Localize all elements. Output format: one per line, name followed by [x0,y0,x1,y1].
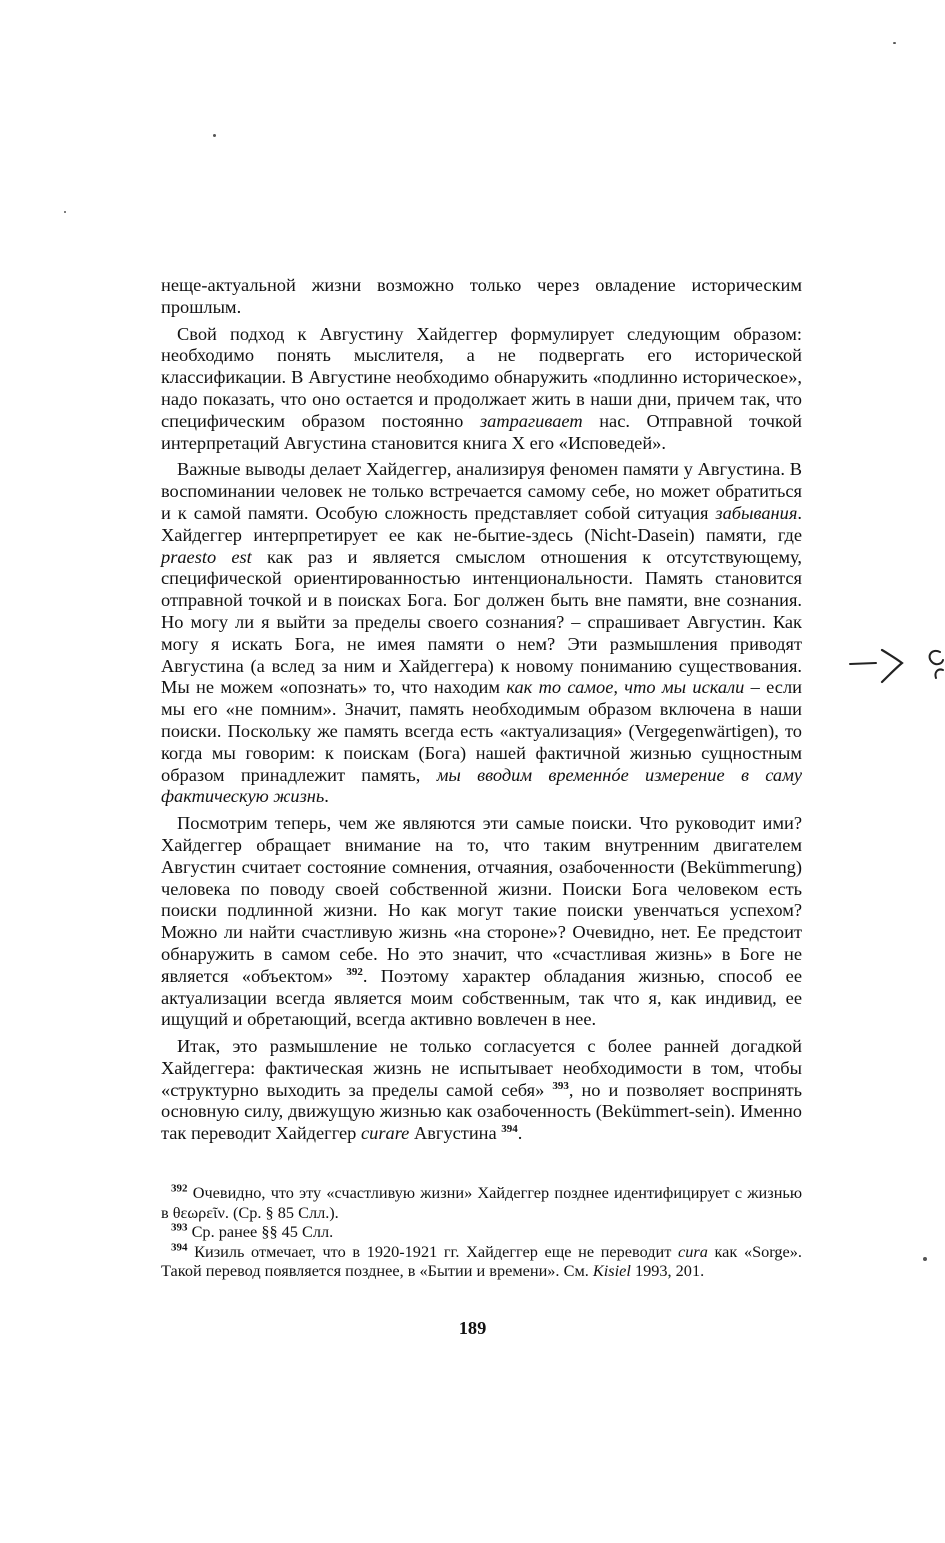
paragraph-text: – если мы его «не помним». Значит, память необходимым образом включена в наши поиски. Поскольку же память всегда есть «актуализация» (Vergegenwärtigen), то когда мы говорим: к поискам (Бога) нашей фактичной жизнью сущностным образом принадлежит память, [161,677,802,785]
paragraph-text: неще-актуальной жизни возможно только через овладение историческим прошлым. [161,275,802,317]
footnote-text: Кизиль отмечает, что в 1920-1921 гг. Хайдеггер еще не переводит [187,1241,679,1261]
paragraph [161,813,802,1031]
scan-speck [893,42,896,44]
footnote-text: 1993, 201. [630,1261,705,1280]
scan-speck [213,134,216,137]
main-text [161,275,802,1145]
footnote-text: Ср. ранее §§ 45 Слл. [187,1222,334,1241]
paragraph-text: нас. Отправной точкой интерпретаций Августина становится книга X его «Исповедей». [161,410,802,453]
footnote-ref[interactable]: 392 [346,965,363,978]
paragraph-text: Августина [409,1123,502,1144]
paragraph [161,459,802,808]
paragraph [161,1036,802,1145]
footnote-number: 394 [171,1241,188,1254]
paragraph-text: Свой подход к Августину Хайдеггер формулирует следующим образом: необходимо понять мыслителя, а не подвергать его исторической классификации. В Августине необходимо обнаружить «подлинно историческое», надо показать, что оно остается и продолжает жить в наши дни, причем так, что специфическим образом постоянно [161,323,802,431]
scan-speck [923,1257,927,1261]
footnote [161,1242,802,1281]
emphasis: Kisiel [592,1261,631,1280]
paragraph-text: Важные выводы делает Хайдеггер, анализируя феномен памяти у Августина. В воспоминании человек не только встречается самому себе, но может обратиться и к самой памяти. Особую сложность представляет собой ситуация [161,459,802,523]
paragraph [161,324,802,455]
footnote [161,1222,802,1242]
footnote-number: 393 [171,1221,188,1234]
emphasis: praesto est [161,546,252,567]
emphasis: забывания [715,502,798,523]
paragraph-text: . [324,786,329,807]
emphasis: curare [360,1123,410,1144]
emphasis: cura [678,1241,708,1261]
handwritten-arrow-icon [848,642,945,688]
paragraph-text: как раз и является смыслом отношения к отсутствующему, специфической ориентированностью интенциональности. Память становится отправной точкой и в поисках Бога. Бог должен быть вне памяти, вне сознания. Но могу ли я выйти за пределы своего сознания? – спрашивает Августин. Как могу я искать Бога, не имея памяти о нем? Эти размышления приводят Августина (а вслед за ним и Хайдеггера) к новому пониманию существования. Мы не можем «опознать» то, что находим [161,546,803,698]
paragraph [161,275,802,319]
emphasis: мы вводим временнóе измерение в саму фактическую жизнь [161,764,802,807]
footnote-number: 392 [171,1182,188,1195]
paragraph-text: . [517,1123,523,1144]
scan-speck [64,211,66,213]
footnotes [161,1183,802,1281]
paragraph-text: Итак, это размышление не только согласуется с более ранней догадкой Хайдеггера: фактическая жизнь не испытывает необходимости в том, чтобы «структурно выходить за пределы самой себя» [161,1036,802,1100]
footnote [161,1183,802,1222]
emphasis: затрагивает [479,410,583,431]
emphasis: как то самое, что мы искали [506,677,745,698]
paragraph-text: , но и позволяет воспринять основную силу, движущую жизнью как озабоченность (Bekümmert-sein). Именно так переводит Хайдеггер [161,1079,802,1144]
page-number: 189 [458,1318,487,1338]
paragraph-text: Посмотрим теперь, чем же являются эти самые поиски. Что руководит ими? Хайдеггер обращает внимание на то, что таким внутренним двигателем Августин считает состояние сомнения, отчаяния, озабоченности (Bekümmerung) человека по поводу своей собственной жизни. Поиски Бога человеком есть поиски подлинной жизни. Но как могут такие поиски увенчаться успехом? Можно ли найти счастливую жизнь «на стороне»? Очевидно, нет. Ее предстоит обнаружить в самом себе. Но это значит, что «счастливая жизнь» в Боге не является «объектом» [161,813,802,986]
footnote-ref[interactable]: 394 [501,1123,518,1136]
paragraph-text: . Хайдеггер интерпретирует ее как не-бытие-здесь (Nicht-Dasein) памяти, где [161,502,802,545]
footnote-text: Очевидно, что эту «счастливую жизни» Хайдеггер позднее идентифицирует с жизнью в θεωρεῖν. (Ср. § 85 Слл.). [161,1183,802,1222]
footnote-text: как «Sorge». Такой перевод появляется позднее, в «Бытии и времени». См. [161,1241,802,1280]
footnote-ref[interactable]: 393 [552,1079,569,1092]
paragraph-text: . Поэтому характер обладания жизнью, способ ее актуализации всегда является моим собственным, так что я, как индивид, ее ищущий и обретающий, всегда активно вовлечен в нее. [161,965,803,1030]
